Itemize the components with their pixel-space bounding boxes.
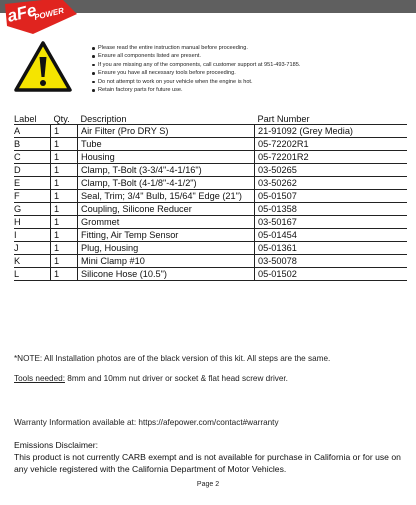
cell-qty: 1 (51, 177, 78, 190)
cell-part-number: 03-50265 (255, 164, 408, 177)
table-row (14, 268, 407, 281)
cell-part-number: 05-01361 (255, 242, 408, 255)
afe-power-logo (3, 0, 83, 38)
cell-label: F (14, 190, 51, 203)
warning-bullet: Ensure all components listed are present. (92, 52, 412, 60)
cell-description: Silicone Hose (10.5") (78, 268, 255, 281)
cell-description: Grommet (78, 216, 255, 229)
emissions-body: This product is not currently CARB exempt and is not available for purchase in California or for use on any vehicle registered with the California Department of Motor Vehicles. (14, 452, 401, 474)
tools-needed (14, 374, 409, 383)
cell-part-number: 05-01454 (255, 229, 408, 242)
cell-part-number: 03-50167 (255, 216, 408, 229)
cell-part-number: 03-50262 (255, 177, 408, 190)
cell-part-number: 05-72201R2 (255, 151, 408, 164)
cell-qty: 1 (51, 229, 78, 242)
table-row (14, 125, 407, 138)
table-row (14, 177, 407, 190)
table-row (14, 255, 407, 268)
cell-qty: 1 (51, 164, 78, 177)
cell-description: Clamp, T-Bolt (3-3/4"-4-1/16") (78, 164, 255, 177)
table-row (14, 229, 407, 242)
warning-bullet-list (92, 44, 412, 94)
cell-description: Tube (78, 138, 255, 151)
warning-bullet: Ensure you have all necessary tools before proceeding. (92, 69, 412, 77)
warranty-label: Warranty Information available at: (14, 418, 137, 427)
warning-bullet: Retain factory parts for future use. (92, 86, 412, 94)
cell-description: Mini Clamp #10 (78, 255, 255, 268)
warning-bullet: Please read the entire instruction manual before proceeding. (92, 44, 412, 52)
cell-label: L (14, 268, 51, 281)
header-label: Label (14, 114, 37, 124)
table-row (14, 190, 407, 203)
cell-part-number: 05-01502 (255, 268, 408, 281)
cell-label: H (14, 216, 51, 229)
cell-label: K (14, 255, 51, 268)
header-part-number: Part Number (257, 114, 310, 124)
cell-qty: 1 (51, 255, 78, 268)
cell-qty: 1 (51, 268, 78, 281)
emissions-title: Emissions Disclaimer: (14, 440, 99, 450)
table-row (14, 242, 407, 255)
cell-part-number: 21-91092 (Grey Media) (255, 125, 408, 138)
table-row (14, 203, 407, 216)
tools-text: 8mm and 10mm nut driver or socket & flat head screw driver. (64, 374, 288, 383)
cell-qty: 1 (51, 151, 78, 164)
page-number: Page 2 (196, 481, 220, 488)
cell-description: Air Filter (Pro DRY S) (78, 125, 255, 138)
cell-label: G (14, 203, 51, 216)
warning-triangle-icon (13, 40, 73, 94)
cell-label: A (14, 125, 51, 138)
cell-description: Clamp, T-Bolt (4-1/8"-4-1/2") (78, 177, 255, 190)
cell-qty: 1 (51, 203, 78, 216)
cell-qty: 1 (51, 190, 78, 203)
table-header-row (14, 110, 407, 125)
cell-description: Seal, Trim; 3/4" Bulb, 15/64" Edge (21") (78, 190, 255, 203)
cell-label: I (14, 229, 51, 242)
header-description: Description (80, 114, 127, 124)
cell-description: Housing (78, 151, 255, 164)
tools-label: Tools needed: (14, 374, 65, 383)
cell-part-number: 05-01358 (255, 203, 408, 216)
cell-label: J (14, 242, 51, 255)
table-row (14, 216, 407, 229)
table-row (14, 164, 407, 177)
cell-part-number: 05-72202R1 (255, 138, 408, 151)
warranty-info (14, 418, 409, 427)
warranty-link[interactable]: https://afepower.com/contact#warranty (136, 418, 279, 427)
cell-description: Fitting, Air Temp Sensor (78, 229, 255, 242)
cell-label: D (14, 164, 51, 177)
logo-text: aFe (5, 0, 39, 26)
cell-part-number: 05-01507 (255, 190, 408, 203)
cell-description: Plug, Housing (78, 242, 255, 255)
cell-qty: 1 (51, 125, 78, 138)
cell-qty: 1 (51, 216, 78, 229)
cell-description: Coupling, Silicone Reducer (78, 203, 255, 216)
cell-label: C (14, 151, 51, 164)
table-row (14, 151, 407, 164)
cell-qty: 1 (51, 242, 78, 255)
cell-qty: 1 (51, 138, 78, 151)
table-row (14, 138, 407, 151)
header-qty: Qty. (53, 114, 70, 124)
cell-part-number: 03-50078 (255, 255, 408, 268)
logo-subtext: POWER (33, 5, 65, 22)
warning-bullet: Do not attempt to work on your vehicle when the engine is hot. (92, 78, 412, 86)
parts-table (14, 110, 407, 281)
cell-label: E (14, 177, 51, 190)
cell-label: B (14, 138, 51, 151)
installation-note: *NOTE: All Installation photos are of the black version of this kit. All steps are the same. (14, 354, 331, 363)
warning-bullet: If you are missing any of the components, call customer support at 951-493-7185. (92, 61, 412, 69)
